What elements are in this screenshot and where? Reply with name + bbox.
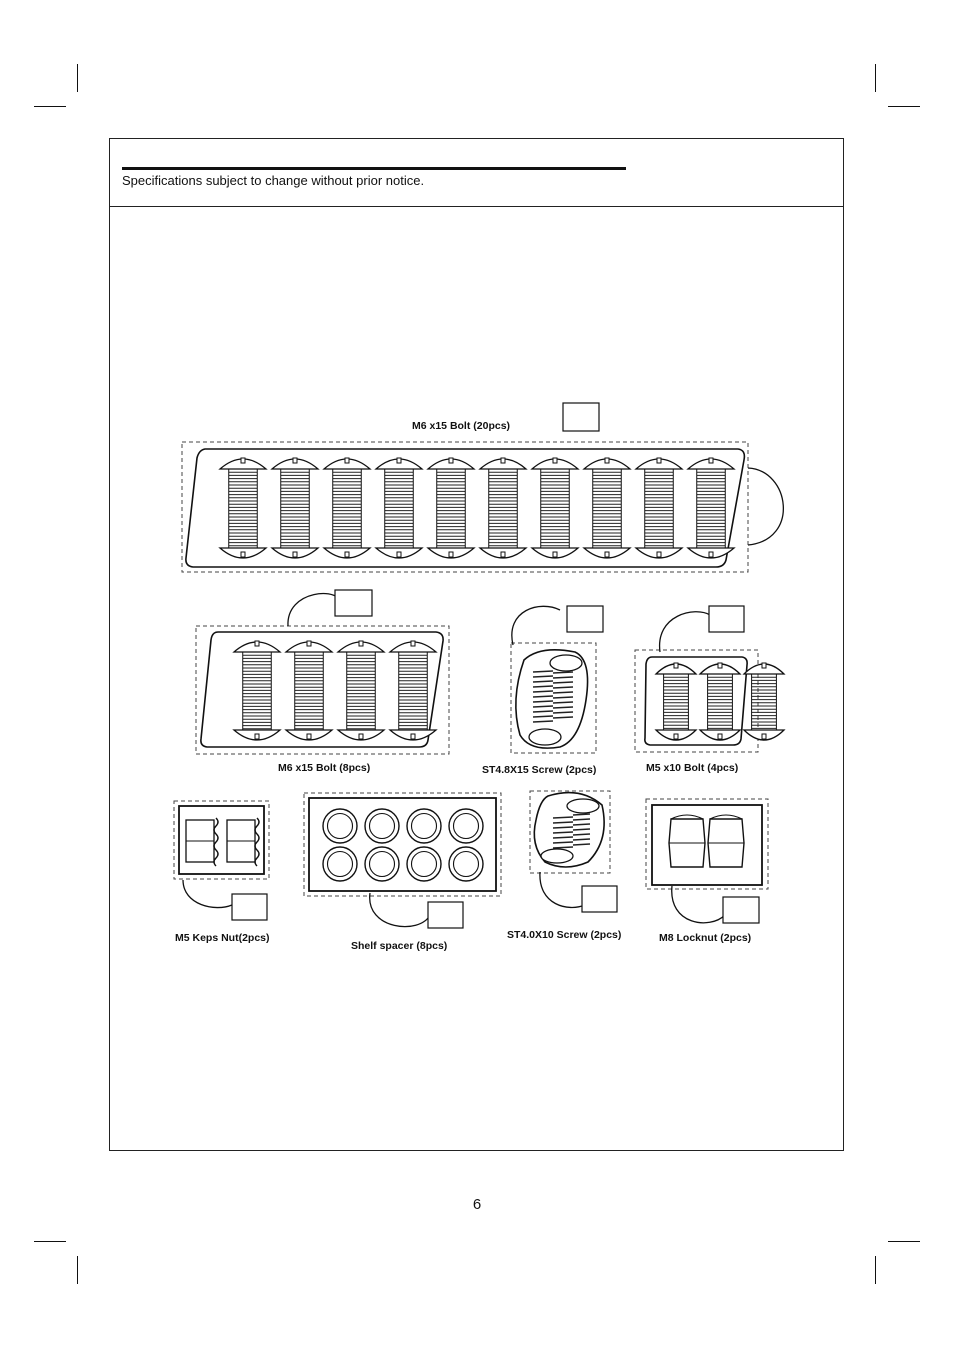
screw-head — [567, 799, 599, 813]
part-label-shelf-spacer: Shelf spacer (8pcs) — [351, 940, 448, 952]
shelf-spacer-ring — [407, 809, 441, 843]
shelf-spacer-ring — [449, 809, 483, 843]
part-label-st40-screw: ST4.0X10 Screw (2pcs) — [507, 929, 622, 941]
shelf-spacer-ring — [365, 809, 399, 843]
st40-screw-pack — [530, 791, 617, 912]
screw-head — [550, 655, 582, 671]
package-tab — [660, 612, 710, 652]
part-label-st48-screw: ST4.8X15 Screw (2pcs) — [482, 764, 597, 776]
screw-head — [529, 729, 561, 745]
part-label-m5-keps-nut: M5 Keps Nut(2pcs) — [175, 932, 270, 944]
package-tab — [748, 468, 783, 545]
page-number: 6 — [472, 1196, 482, 1213]
part-callout-box — [232, 894, 267, 920]
st48-screw-pack — [511, 606, 603, 753]
m5-bolt-pack — [635, 606, 784, 752]
part-label-m6-bolt-8: M6 x15 Bolt (8pcs) — [278, 762, 371, 774]
package-tab — [672, 886, 725, 923]
part-callout-box — [563, 403, 599, 431]
part-callout-box — [582, 886, 617, 912]
shelf-spacer-ring — [449, 847, 483, 881]
part-label-m6-bolt-20: M6 x15 Bolt (20pcs) — [412, 420, 511, 432]
shelf-spacer-ring — [323, 847, 357, 881]
spec-notice: Specifications subject to change without prior notice. — [122, 173, 425, 188]
shelf-spacer-pack — [304, 793, 501, 928]
part-callout-box — [335, 590, 372, 616]
part-callout-box — [567, 606, 603, 632]
package-outline — [646, 799, 768, 889]
package-outline — [635, 650, 758, 752]
part-callout-box — [709, 606, 744, 632]
package-tab — [512, 606, 560, 645]
part-label-m8-locknut: M8 Locknut (2pcs) — [659, 932, 752, 944]
shelf-spacer-ring — [407, 847, 441, 881]
package-tab — [540, 872, 585, 907]
screw-head — [541, 849, 573, 863]
package-tab — [183, 880, 232, 908]
m6-bolt-8-pack — [196, 590, 449, 754]
m5-keps-nut-pack — [174, 801, 269, 920]
part-callout-box — [428, 902, 463, 928]
part-callout-box — [723, 897, 759, 923]
part-label-m5-bolt: M5 x10 Bolt (4pcs) — [646, 762, 739, 774]
shelf-spacer-ring — [365, 847, 399, 881]
package-tab — [370, 893, 430, 927]
shelf-spacer-ring — [323, 809, 357, 843]
m8-locknut-pack — [646, 799, 768, 923]
